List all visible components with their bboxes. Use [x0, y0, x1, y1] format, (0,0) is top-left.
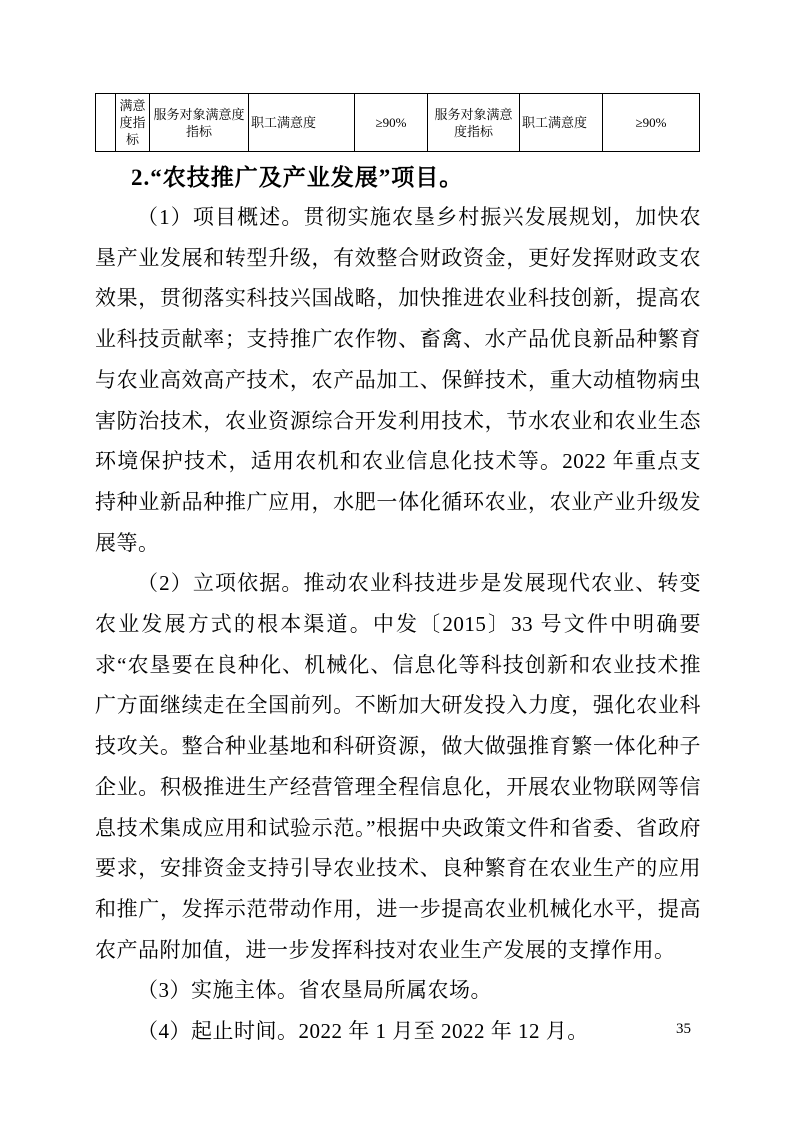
paragraph-implementing-body: （3）实施主体。省农垦局所属农场。 — [137, 978, 492, 1003]
paragraph-time-span: （4）起止时间。2022 年 1 月至 2022 年 12 月。 — [137, 1019, 589, 1044]
paragraph-project-basis: （2）立项依据。推动农业科技进步是发展现代农业、转变农业发展方式的根本渠道。中发〔2015〕33 号文件中明确要求“农垦要在良种化、机械化、信息化等科技创新和农业技术推广方面继续走在全国前列。不断加大研发投入力度，强化农业科技攻关。整合种业基地和科研资源，做大做强推育繁一体化种子企业。积极推进生产经营管理全程信息化，开展农业物联网等信息技术集成应用和试验示范。”根据中央政策文件和省委、省政府要求，安排资金支持引导农业技术、良种繁育在农业生产的应用和推广，发挥示范带动作用，进一步提高农业机械化水平，提高农产品附加值，进一步发挥科技对农业生产发展的支撑作用。 — [95, 571, 701, 962]
satisfaction-indicator-table — [95, 93, 700, 152]
table-cell-staff-satisfaction-1: 职工满意度 — [249, 94, 355, 152]
table-cell-service-target-satisfaction-2: 服务对象满意度指标 — [428, 94, 520, 152]
table-cell-empty — [96, 94, 116, 152]
page-number: 35 — [676, 1021, 691, 1037]
table-row — [96, 94, 700, 152]
table-cell-satisfaction-indicator-label: 满意度指标 — [116, 94, 150, 152]
table-cell-staff-satisfaction-2: 职工满意度 — [520, 94, 603, 152]
page-content — [95, 93, 701, 1052]
table-cell-service-target-satisfaction-1: 服务对象满意度指标 — [150, 94, 249, 152]
table-cell-target-value-2: ≥90% — [603, 94, 700, 152]
table-cell-target-value-1: ≥90% — [355, 94, 428, 152]
paragraph-project-overview: （1）项目概述。贯彻实施农垦乡村振兴发展规划，加快农垦产业发展和转型升级，有效整合财政资金，更好发挥财政支农效果，贯彻落实科技兴国战略，加快推进农业科技创新，提高农业科技贡献率；支持推广农作物、畜禽、水产品优良新品种繁育与农业高效高产技术，农产品加工、保鲜技术，重大动植物病虫害防治技术，农业资源综合开发利用技术，节水农业和农业生态环境保护技术，适用农机和农业信息化技术等。2022 年重点支持种业新品种推广应用，水肥一体化循环农业，农业产业升级发展等。 — [95, 205, 701, 555]
section-heading: 2.“农技推广及产业发展”项目。 — [131, 165, 464, 190]
